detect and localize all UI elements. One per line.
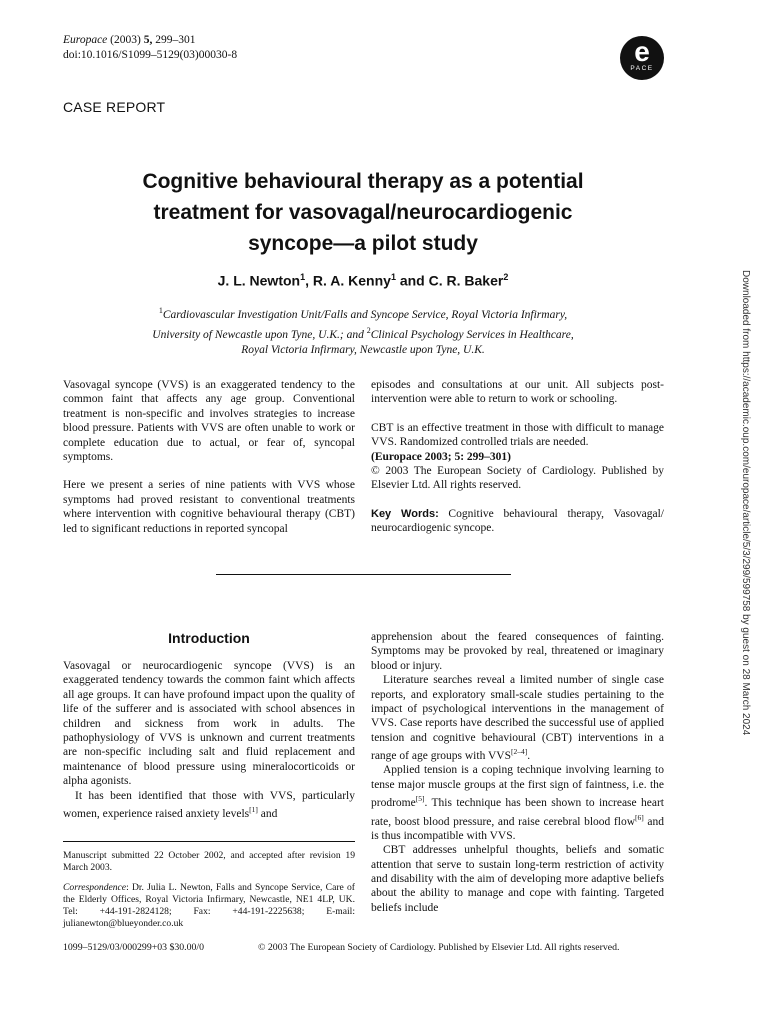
correspondence-label: Correspondence [63,882,127,893]
title-line: Cognitive behavioural therapy as a potential [142,170,584,193]
abstract-right-column [371,378,664,536]
author-name: R. A. Kenny [312,272,391,289]
footnotes [63,850,355,930]
title-line: treatment for vasovagal/neurocardiogenic [153,201,573,224]
author-name: J. L. Newton [217,272,301,289]
keywords [371,507,664,536]
abstract-paragraph: CBT is an effective treatment in those with difficult to manage VVS. Randomized controlled trials are needed. [371,421,664,449]
body-paragraph [63,789,355,822]
body-text: Applied tension is a coping technique involving learning to tense major muscle groups at the first sign of faintness, i.e. the prodrome [371,764,664,810]
body-text: It has been identified that those with VVS, particularly women, experience raised anxiety levels [63,789,355,820]
logo-text: PACE [630,65,654,72]
article-title [63,166,663,259]
author-affil-mark: 2 [503,272,509,282]
affil-line: Cardiovascular Investigation Unit/Falls and Syncope Service, Royal Victoria Infirmary, [162,308,568,321]
footer-issn: 1099–5129/03/000299+03 $30.00/0 [63,942,205,953]
intro-left-column [63,659,355,821]
reference-link[interactable]: [6] [635,812,644,822]
body-text: and is thus incompatible with VVS. [371,815,664,842]
footer-copyright: © 2003 The European Society of Cardiology. Published by Elsevier Ltd. All rights reserved. [258,942,620,953]
author-affil-mark: 1 [300,272,306,282]
abstract-divider [216,574,511,575]
body-paragraph: Vasovagal or neurocardiogenic syncope (VVS) is an exaggerated tendency towards the common faint which affects all age groups. It can have profound impact upon the quality of life of the sufferer and is associated with school absences in children and sickness from work in adults. The pathophysiology of VVS is unknown and current treatments are non-specific including salt and fluid replacement and maintenance of blood pressure using mineralocorticoids or alpha agonists. [63,660,355,788]
abstract-paragraph: Vasovagal syncope (VVS) is an exaggerated tendency to the common faint that affects any age group. Conventional treatment is non-specific and involves strategies to increase blood pressure. Patients with VVS are often unable to work or complete education due to actual, or fear of, syncopal symptoms. [63,379,355,464]
author-separator: , [305,272,313,289]
logo-letter: e [634,36,650,67]
journal-volume: 5, [143,34,153,46]
body-text: and [257,807,278,820]
affiliations [63,303,663,358]
author-name: C. R. Baker [428,272,504,289]
body-paragraph [371,763,664,843]
body-text: . [527,750,531,763]
author-list [63,272,663,289]
abstract-copyright: © 2003 The European Society of Cardiology. Published by Elsevier Ltd. All rights reserved. [371,465,664,492]
affil-mark: 2 [366,325,371,335]
title-line: syncope—a pilot study [248,232,478,255]
journal-pages: 299–301 [152,34,196,46]
keywords-text: Cognitive behavioural therapy, Vasovagal/ neurocardiogenic syncope. [371,507,664,535]
author-affil-mark: 1 [390,272,396,282]
journal-name: Europace [63,34,108,46]
body-paragraph: CBT addresses unhelpful thoughts, beliefs and somatic attention that serve to sustain long-term restriction of activity and disability with the aim of developing more adaptive beliefs about the ability to manage and cope with fainting. Targeted beliefs include [371,844,664,914]
footnote-divider [63,841,355,842]
keywords-label: Key Words: [371,507,439,520]
body-paragraph: apprehension about the feared consequences of fainting. Symptoms may be provoked by real, threatened or imaginary blood or injury. [371,631,664,672]
correspondence-text: : Dr. Julia L. Newton, Falls and Syncope Service, Care of the Elderly Offices, Royal Victoria Infirmary, Newcastle, NE1 4LP, UK. Tel: +44-191-2824128; Fax: +44-191-2225638; E-mail: [63,882,355,917]
europace-logo [620,36,664,80]
journal-citation [63,33,237,63]
abstract-citation: (Europace 2003; 5: 299–301) [371,450,512,463]
correspondence [63,882,355,930]
reference-link[interactable]: [1] [249,805,258,815]
section-heading: Introduction [168,630,250,646]
abstract-paragraph: Here we present a series of nine patients with VVS whose symptoms had proved resistant to conventional treatments where intervention with cognitive behavioural therapy (CBT) led to significant reductions in reported syncopal [63,479,355,535]
email-link[interactable]: julianewton@blueyonder.co.uk [63,918,184,929]
journal-year: (2003) [107,34,144,46]
affil-mark: 1 [158,306,163,315]
abstract-paragraph: episodes and consultations at our unit. All subjects post-intervention were able to return to work or schooling. [371,379,664,406]
body-paragraph [371,673,664,763]
manuscript-dates: Manuscript submitted 22 October 2002, and accepted after revision 19 March 2003. [63,850,355,873]
affil-line: Clinical Psychology Services in Healthcare, [370,328,574,341]
abstract-left-column [63,378,355,536]
reference-link[interactable]: [2–4] [511,747,528,757]
body-text: . This technique has been shown to increase heart rate, boost blood pressure, and raise cerebral blood flow [371,797,664,828]
affil-line: Royal Victoria Infirmary, Newcastle upon Tyne, U.K. [241,343,485,356]
intro-right-column [371,630,664,915]
affil-line: University of Newcastle upon Tyne, U.K.; and [152,328,367,341]
section-label: CASE REPORT [63,99,166,115]
author-separator: and [395,272,429,289]
body-text: Literature searches reveal a limited number of single case reports, and exploratory small-scale studies pertaining to the impact of psychological interventions in the management of VVS. Case reports have described the successful use of applied tension and cognitive behavioural (CBT) interventions in a range of age groups with VVS [371,674,664,763]
doi: doi:10.1016/S1099–5129(03)00030-8 [63,49,238,61]
reference-link[interactable]: [5] [415,794,425,804]
download-watermark: Downloaded from https://academic.oup.com/europace/article/5/3/299/599758 by guest on 28 March 2024 [740,270,751,736]
